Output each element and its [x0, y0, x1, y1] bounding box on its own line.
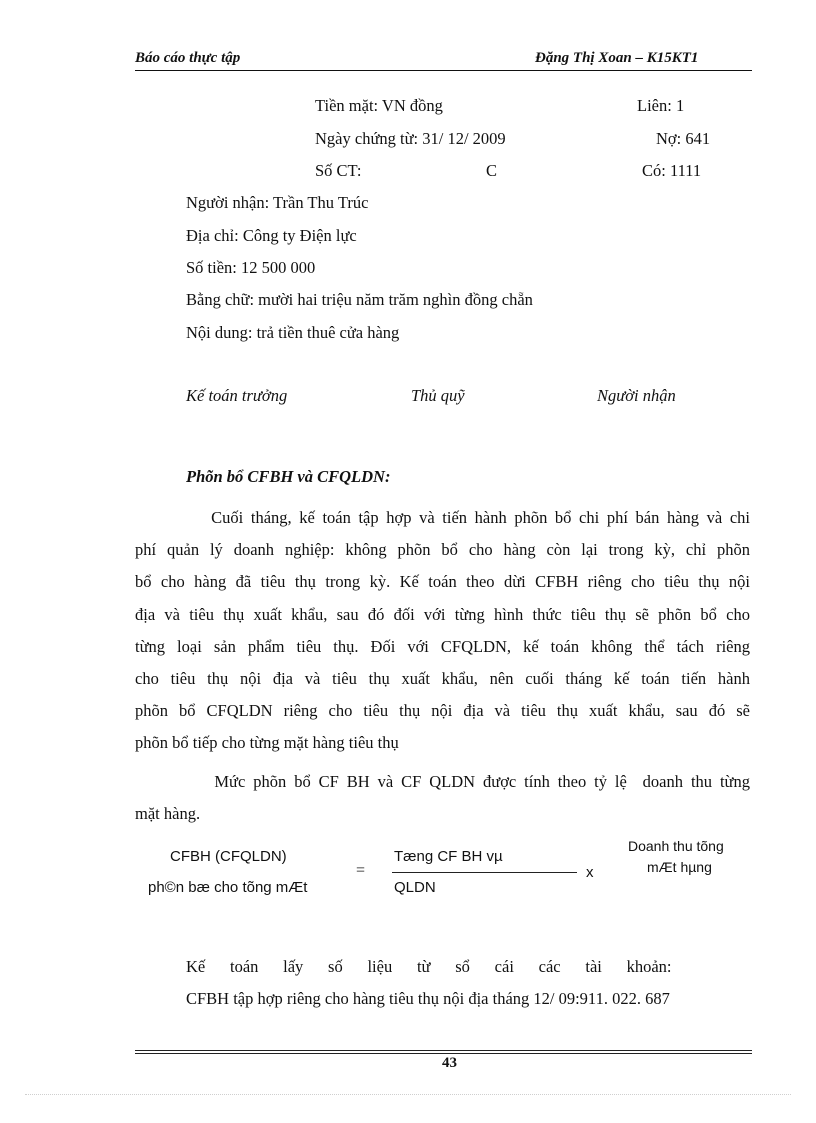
formula-rhs-line2: mÆt hµng — [647, 859, 712, 875]
paragraph-line: từng loại sản phẩm tiêu thụ. Đối với CFQLDN, kế toán không thể tách riêng — [135, 636, 750, 656]
header-rule — [135, 70, 752, 71]
section-heading: Phõn bổ CFBH và CFQLDN: — [186, 467, 391, 486]
content-line: Nội dung: trả tiền thuê cửa hàng — [186, 323, 400, 342]
paragraph-line: phí quản lý doanh nghiệp: không phõn bổ cho hàng còn lại trong kỳ, chỉ phõn — [135, 540, 750, 560]
signature-cashier: Thủ quỹ — [411, 386, 465, 405]
formula-numerator: Tæng CF BH vµ — [394, 848, 503, 865]
header-left: Báo cáo thực tập — [135, 50, 241, 66]
page-number: 43 — [442, 1055, 457, 1071]
header-right: Đặng Thị Xoan – K15KT1 — [535, 50, 699, 66]
copy-number: Liên: 1 — [637, 96, 685, 115]
paragraph-line: Cuối tháng, kế toán tập hợp và tiến hành phõn bổ chi phí bán hàng và chi — [135, 508, 750, 527]
recipient-line: Người nhận: Trần Thu Trúc — [186, 193, 369, 212]
paragraph-line: phõn bổ CFQLDN riêng cho tiêu thụ nội địa và tiêu thụ xuất khẩu, sau đó sẽ — [135, 701, 750, 721]
signature-chief-accountant: Kế toán trưởng — [186, 386, 288, 405]
footer-rule-top — [135, 1050, 752, 1051]
credit-account: Có: 1111 — [642, 161, 702, 180]
formula-rhs-line1: Doanh thu tõng — [628, 838, 724, 854]
debit-account: Nợ: 641 — [656, 129, 711, 148]
formula-fraction-bar — [392, 872, 577, 873]
amount-words-line: Bằng chữ: mười hai triệu năm trăm nghìn đồng chẵn — [186, 290, 533, 309]
address-line: Địa chỉ: Công ty Điện lực — [186, 226, 357, 245]
formula-lhs-line2: ph©n bæ cho tõng mÆt — [148, 879, 308, 896]
paragraph-line: cho tiêu thụ nội địa và tiêu thụ xuất khẩu, nên cuối tháng kế toán tiến hành — [135, 669, 750, 689]
formula-lhs-line1: CFBH (CFQLDN) — [170, 848, 287, 865]
paragraph-line: Mức phõn bổ CF BH và CF QLDN được tính theo tỷ lệ doanh thu từng — [135, 772, 750, 791]
paragraph-line: phõn bổ tiếp cho từng mặt hàng tiêu thụ — [135, 733, 399, 753]
currency-line: Tiền mặt: VN đồng — [315, 96, 443, 115]
formula-equals: = — [356, 862, 366, 879]
formula-denominator: QLDN — [394, 879, 436, 896]
doc-no-label: Số CT: — [315, 161, 362, 180]
paragraph-line: địa và tiêu thụ xuất khẩu, sau đó đối với từng hình thức tiêu thụ sẽ phõn bổ cho — [135, 604, 750, 624]
closing-line-2: CFBH tập hợp riêng cho hàng tiêu thụ nội địa tháng 12/ 09:911. 022. 687 — [186, 989, 670, 1008]
paragraph-allocation — [135, 502, 750, 760]
footer-rule-bottom — [135, 1053, 752, 1054]
voucher-date: Ngày chứng từ: 31/ 12/ 2009 — [315, 129, 506, 148]
doc-no-value: C — [486, 161, 498, 180]
paragraph-line: bổ cho hàng đã tiêu thụ trong kỳ. Kế toán theo dừi CFBH riêng cho tiêu thụ nội — [135, 572, 750, 592]
closing-line-1: Kế toán lấy số liệu từ sổ cái các tài khoản: — [186, 957, 672, 976]
amount-line: Số tiền: 12 500 000 — [186, 258, 316, 277]
signature-receiver: Người nhận — [597, 386, 676, 405]
page-edge-dotted-line — [25, 1094, 791, 1095]
paragraph-line: mặt hàng. — [135, 804, 201, 824]
paragraph-rate — [135, 766, 750, 830]
formula-times: x — [586, 864, 594, 881]
